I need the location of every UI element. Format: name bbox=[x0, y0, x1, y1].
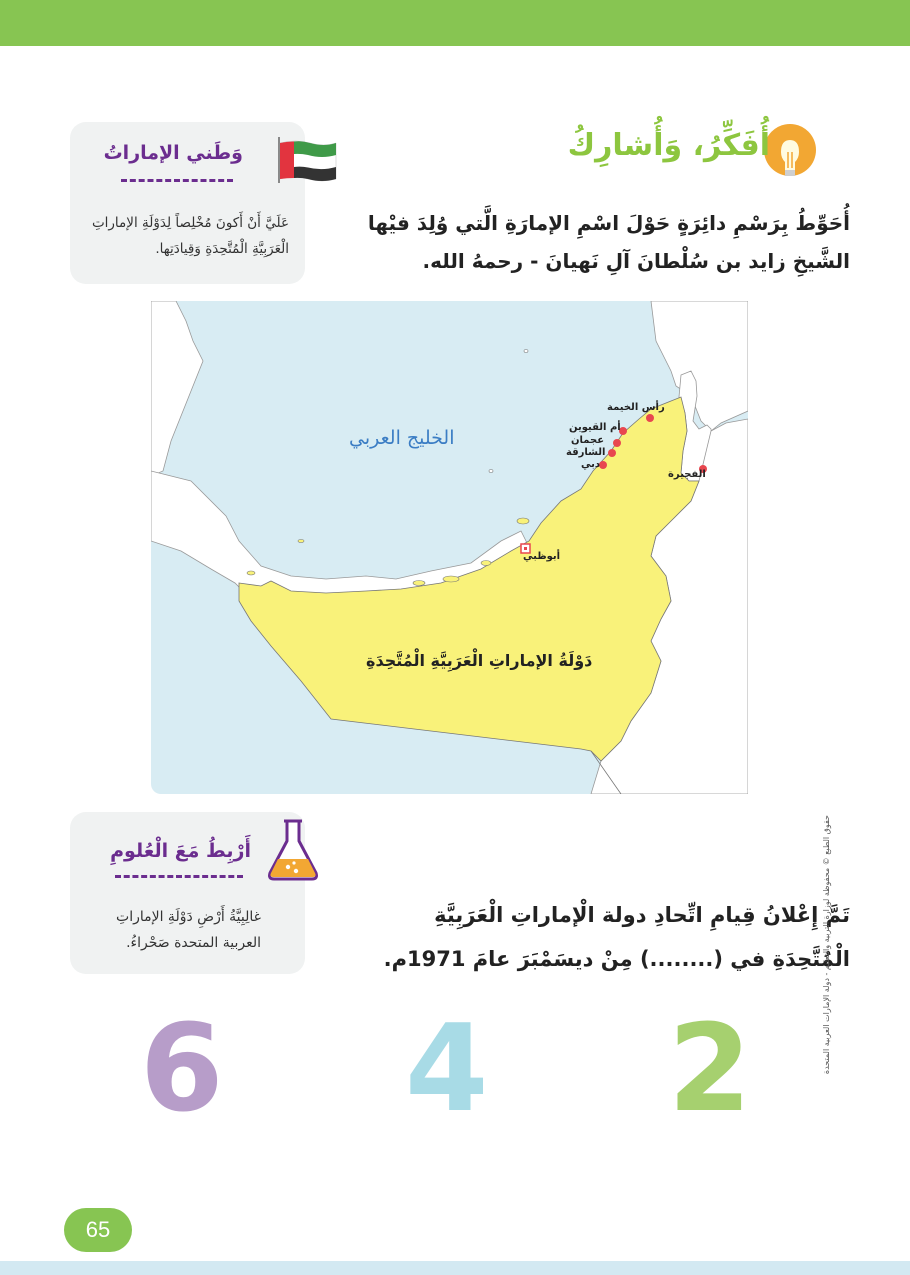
uae-map bbox=[151, 301, 748, 794]
copyright-note: حقوق الطبع © محفوظة لوزارة التربية والتعليم - دولة الإمارات العربية المتحدة bbox=[822, 815, 831, 1075]
science-line-2: العربية المتحدة صَحْراءُ. bbox=[126, 935, 261, 951]
think-title: أُفَكِّرُ، وَأُشارِكُ bbox=[567, 128, 770, 163]
city-dot-ajman bbox=[613, 439, 621, 447]
science-divider bbox=[115, 875, 243, 878]
city-label-ajman: عجمان bbox=[571, 435, 605, 446]
watani-line-2: الْعَرَبِيَّةِ الْمُتَّحِدَةِ وَقِيادَتِها. bbox=[155, 241, 289, 257]
science-line-1: غالِبِيَّةُ أَرْضِ دَوْلَةِ الإماراتِ bbox=[116, 909, 261, 925]
watani-line-1: عَلَيَّ أَنْ أَكونَ مُخْلِصاً لِدَوْلَةِ الإماراتِ bbox=[91, 215, 289, 231]
page-number: 65 bbox=[64, 1208, 132, 1252]
city-dot-rak bbox=[646, 414, 654, 422]
watani-divider bbox=[121, 179, 233, 182]
declare-line-1: تَمَّ إِعْلانُ قِيامِ اتِّحادِ دولة الْإماراتِ الْعَرَبِيَّةِ bbox=[434, 903, 850, 927]
top-banner bbox=[0, 0, 910, 46]
declare-line-2: الْمُتَّحِدَةِ في (........) مِنْ ديسَمْبَرَ عامَ 1971م. bbox=[383, 947, 850, 971]
option-4[interactable]: 4 bbox=[405, 1000, 489, 1139]
gulf-label: الخليج العربي bbox=[349, 427, 455, 449]
city-label-sharjah: الشارقة bbox=[566, 447, 606, 458]
city-label-rak: رأس الخيمة bbox=[607, 402, 665, 413]
think-prompt bbox=[330, 204, 850, 280]
city-label-fujairah: الفجيرة bbox=[668, 469, 706, 480]
declare-question bbox=[330, 893, 850, 981]
map-graphic bbox=[151, 301, 748, 794]
watani-text bbox=[79, 210, 289, 262]
option-2[interactable]: 2 bbox=[668, 1000, 752, 1139]
science-title: أَرْبِطُ مَعَ الْعُلومِ bbox=[110, 840, 251, 862]
watani-title: وَطَني الإماراتُ bbox=[103, 142, 243, 164]
city-label-uaq: أم القيوين bbox=[569, 422, 621, 433]
bottom-banner bbox=[0, 1261, 910, 1275]
city-label-abudhabi: أبوظبي bbox=[523, 551, 561, 562]
city-dot-sharjah bbox=[608, 449, 616, 457]
city-label-dubai: دبي bbox=[581, 459, 601, 470]
think-line-1: أُحَوِّطُ بِرَسْمِ دائِرَةٍ حَوْلَ اسْمِ الإمارَةِ الَّتي وُلِدَ فيْها bbox=[367, 211, 850, 235]
watani-box bbox=[70, 122, 305, 284]
option-6[interactable]: 6 bbox=[140, 1000, 224, 1139]
lightbulb-icon bbox=[762, 122, 818, 186]
think-line-2: الشَّيخِ زايد بن سُلْطانَ آلِ نَهيانَ - رحمهُ الله. bbox=[422, 249, 850, 273]
science-text bbox=[81, 904, 261, 956]
city-dot-dubai bbox=[599, 461, 607, 469]
uae-flag-icon bbox=[276, 137, 338, 183]
flask-icon bbox=[264, 817, 322, 883]
uae-label: دَوْلَةُ الإماراتِ الْعَرَبِيَّةِ الْمُتَّحِدَةِ bbox=[366, 651, 593, 670]
